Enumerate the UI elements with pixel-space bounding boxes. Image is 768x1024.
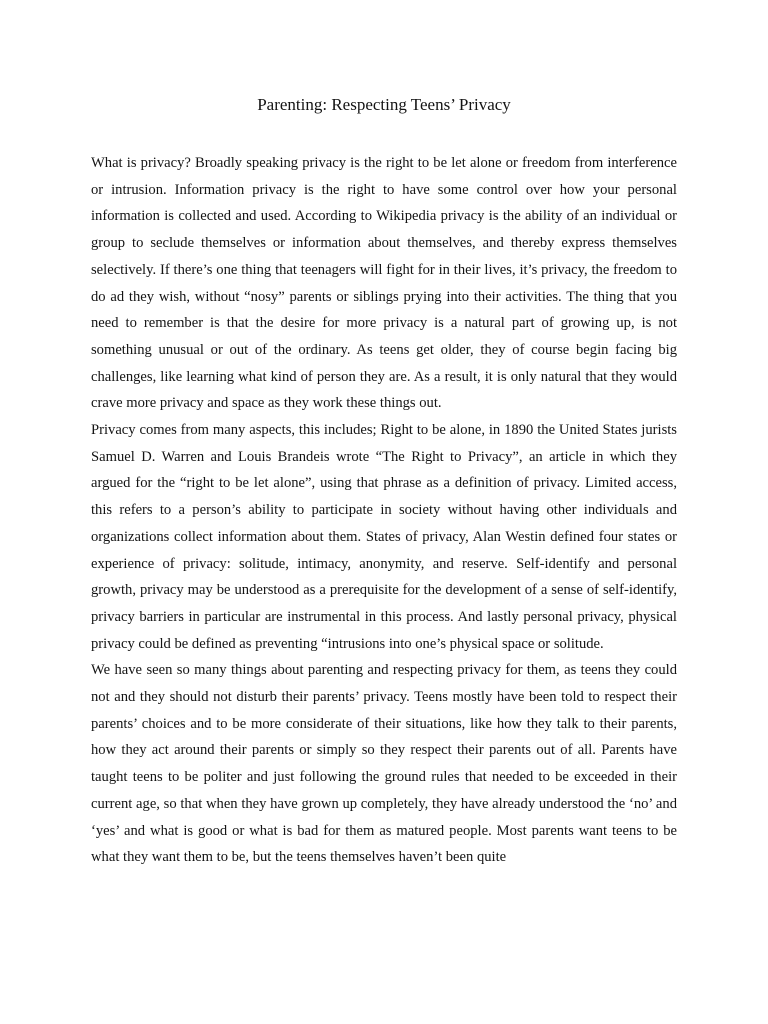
paragraph-parenting-and-privacy: We have seen so many things about parenting and respecting privacy for them, as teens they could not and they should not disturb their parents’ privacy. Teens mostly have been told to respect their parents’ choices and to be more considerate of their situations, like how they talk to their parents, how they act around their parents or simply so they respect their parents out of all. Parents have taught teens to be politer and just following the ground rules that needed to be exceeded in their current age, so that when they have grown up completely, they have already understood the ‘no’ and ‘yes’ and what is good or what is bad for them as matured people. Most parents want teens to be what they want them to be, but the teens themselves haven’t been quite	[91, 662, 677, 866]
document-title: Parenting: Respecting Teens’ Privacy	[257, 95, 511, 114]
paragraph-what-is-privacy: What is privacy? Broadly speaking privacy is the right to be let alone or freedom from interference or intrusion. Information privacy is the right to have some control over how your personal information is collected and used. According to Wikipedia privacy is the ability of an individual or group to seclude themselves or information about themselves, and thereby express themselves selectively. If there’s one thing that teenagers will fight for in their lives, it’s privacy, the freedom to do ad they wish, without “nosy” parents or siblings prying into their activities. The thing that you need to remember is that the desire for more privacy is a natural part of growing up, is not something unusual or out of the ordinary. As teens get older, they of course begin facing big challenges, like learning what kind of person they are. As a result, it is only natural that they would crave more privacy and space as they work these things out.	[91, 155, 677, 412]
document-body	[91, 150, 677, 871]
paragraph-aspects-of-privacy: Privacy comes from many aspects, this includes; Right to be alone, in 1890 the United States jurists Samuel D. Warren and Louis Brandeis wrote “The Right to Privacy”, an article in which they argued for the “right to be let alone”, using that phrase as a definition of privacy. Limited access, this refers to a person’s ability to participate in society without having other individuals and organizations collect information about them. States of privacy, Alan Westin defined four states or experience of privacy: solitude, intimacy, anonymity, and reserve. Self-identify and personal growth, privacy may be understood as a prerequisite for the development of a sense of self-identify, privacy barriers in particular are instrumental in this process. And lastly personal privacy, physical privacy could be defined as preventing “intrusions into one’s physical space or solitude.	[91, 422, 677, 652]
